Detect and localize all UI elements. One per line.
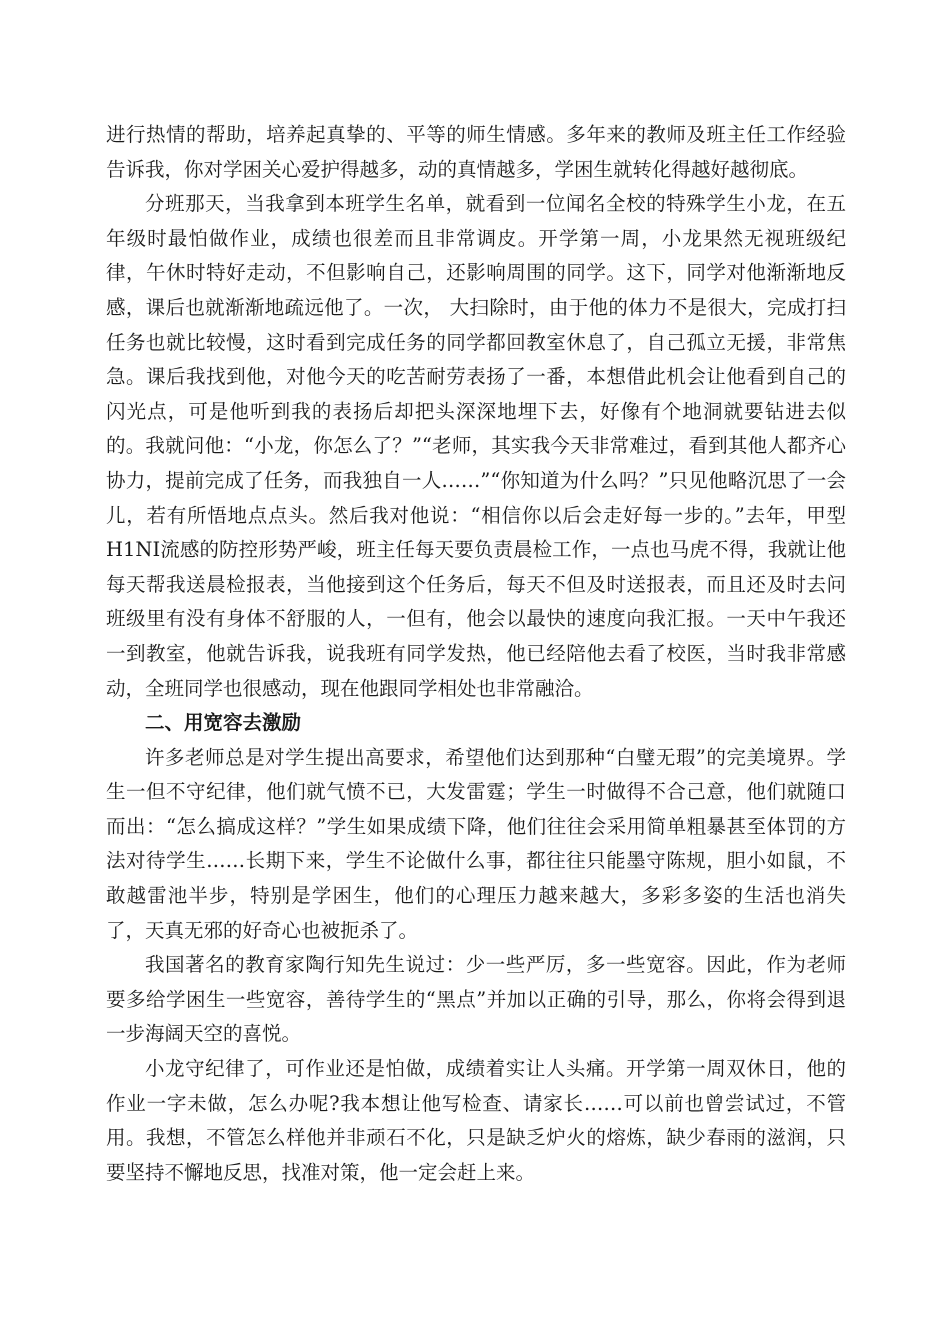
paragraph-tao-xingzhi: 我国著名的教育家陶行知先生说过：少一些严厉，多一些宽容。因此，作为老师要多给学困生一些宽容，善待学生的“黑点”并加以正确的引导，那么，你将会得到退一步海阔天空的喜悦。 — [106, 953, 846, 1046]
paragraph-high-demands: 许多老师总是对学生提出高要求，希望他们达到那种“白璧无瑕”的完美境界。学生一但不守纪律，他们就气愤不已，大发雷霆；学生一时做得不合己意，他们就随口而出：“怎么搞成这样？”学生如果成绩下降，他们往往会采用简单粗暴甚至体罚的方法对待学生……长期下来，学生不论做什么事，都往往只能墨守陈规，胆小如鼠，不敢越雷池半步，特别是学困生，他们的心理压力越来越大，多彩多姿的生活也消失了，天真无邪的好奇心也被扼杀了。 — [106, 745, 846, 942]
paragraph-homework: 小龙守纪律了，可作业还是怕做，成绩着实让人头痛。开学第一周双休日，他的作业一字未做，怎么办呢?我本想让他写检查、请家长……可以前也曾尝试过，不管用。我想，不管怎么样他并非顽石不化，只是缺乏炉火的熔炼，缺少春雨的滋润，只要坚持不懈地反思，找准对策，他一定会赶上来。 — [106, 1057, 846, 1184]
paragraph-continued: 进行热情的帮助，培养起真挚的、平等的师生情感。多年来的教师及班主任工作经验告诉我，你对学困关心爱护得越多，动的真情越多，学困生就转化得越好越彻底。 — [106, 123, 846, 181]
document-body — [106, 118, 846, 1190]
paragraph-xiaolong-story: 分班那天，当我拿到本班学生名单，就看到一位闻名全校的特殊学生小龙，在五年级时最怕做作业，成绩也很差而且非常调皮。开学第一周，小龙果然无视班级纪律，午休时特好走动，不但影响自己，还影响周围的同学。这下，同学对他渐渐地反感，课后也就渐渐地疏远他了。一次， 大扫除时，由于他的体力不是很大，完成打扫任务也就比较慢，这时看到完成任务的同学都回教室休息了，自己孤立无援，非常焦急。课后我找到他，对他今天的吃苦耐劳表扬了一番，本想借此机会让他看到自己的闪光点，可是他听到我的表扬后却把头深深地埋下去，好像有个地洞就要钻进去似的。我就问他：“小龙，你怎么了？”“老师，其实我今天非常难过，看到其他人都齐心协力，提前完成了任务，而我独自一人……”“你知道为什么吗？”只见他略沉思了一会儿，若有所悟地点点头。然后我对他说：“相信你以后会走好每一步的。”去年，甲型H1NI流感的防控形势严峻，班主任每天要负责晨检工作，一点也马虎不得，我就让他每天帮我送晨检报表，当他接到这个任务后，每天不但及时送报表，而且还及时去问班级里有没有身体不舒服的人，一但有，他会以最快的速度向我汇报。一天中午我还一到教室，他就告诉我，说我班有同学发热，他已经陪他去看了校医，当时我非常感动，全班同学也很感动，现在他跟同学相处也非常融洽。 — [106, 192, 846, 700]
section-heading: 二、用宽容去激励 — [145, 711, 302, 735]
